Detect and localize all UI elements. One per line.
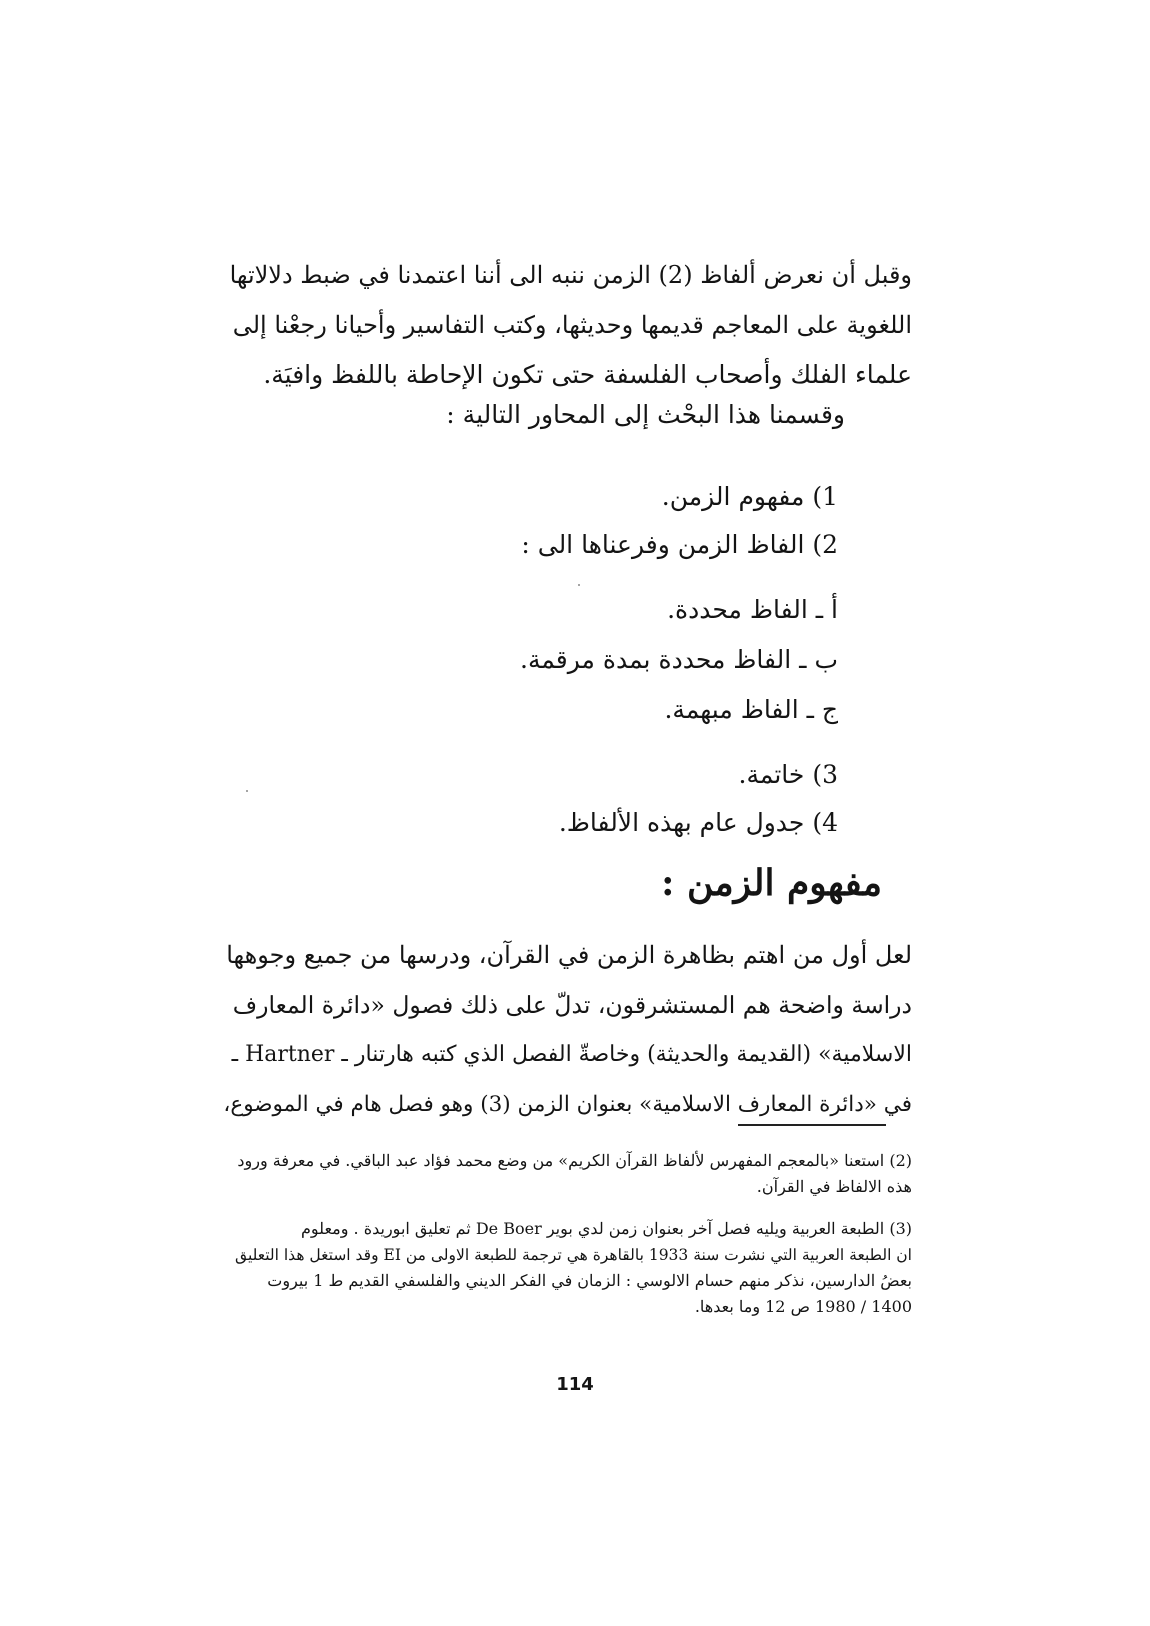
intro-line-2: اللغوية على المعاجم قديمها وحديثها، وكتب التفاسير وأحيانا رجعْنا إلى	[232, 311, 912, 339]
footnote-separator	[738, 1124, 886, 1126]
outline-item-4: 4) جدول عام بهذه الألفاظ.	[558, 808, 838, 837]
section-paragraph	[222, 930, 912, 1130]
outline-item-1: 1) مفهوم الزمن.	[661, 482, 838, 511]
footnote-3	[222, 1216, 912, 1320]
outline-subitem-c: ج ـ الفاظ مبهمة.	[664, 695, 838, 724]
scan-speck	[578, 584, 580, 586]
section-line-1: لعل أول من اهتم بظاهرة الزمن في القرآن، ودرسها من جميع وجوهها	[226, 941, 912, 969]
footnote-3-line-4: 1400 / 1980 ص 12 وما بعدها.	[694, 1297, 912, 1316]
outline-subitem-b: ب ـ الفاظ محددة بمدة مرقمة.	[520, 645, 838, 674]
footnote-3-line-3: بعضُ الدارسين، نذكر منهم حسام الالوسي : الزمان في الفكر الديني والفلسفي القديم ط 1 بيروت	[267, 1271, 912, 1290]
intro-line-3: علماء الفلك وأصحاب الفلسفة حتى تكون الإحاطة باللفظ وافيَة.	[263, 360, 912, 389]
footnote-2	[222, 1148, 912, 1200]
section-line-4: في «دائرة المعارف الاسلامية» بعنوان الزمن (3) وهو فصل هام في الموضوع،	[223, 1092, 912, 1117]
outline-item-3: 3) خاتمة.	[738, 760, 838, 789]
footnote-3-line-1: (3) الطبعة العربية ويليه فصل آخر بعنوان زمن لدي بوير De Boer ثم تعليق ابوريدة . ومعلوم	[300, 1219, 912, 1238]
intro-line-1: وقبل أن نعرض ألفاظ (2) الزمن ننبه الى أننا اعتمدنا في ضبط دلالاتها	[229, 261, 912, 289]
section-line-3: الاسلامية» (القديمة والحديثة) وخاصةّ الفصل الذي كتبه هارتنار ـ Hartner ـ	[231, 1042, 912, 1067]
footnote-2-line-1: (2) استعنا «بالمعجم المفهرس لألفاظ القرآن الكريم» من وضع محمد فؤاد عبد الباقي. في معرفة ورود	[237, 1151, 912, 1170]
outline-intro: وقسمنا هذا البحْث إلى المحاور التالية :	[446, 400, 845, 429]
outline-item-2: 2) الفاظ الزمن وفرعناها الى :	[521, 530, 838, 559]
section-heading: مفهوم الزمن :	[661, 862, 882, 904]
outline-subitem-a: أ ـ الفاظ محددة.	[667, 595, 838, 624]
scan-speck	[246, 790, 248, 792]
footnote-3-line-2: ان الطبعة العربية التي نشرت سنة 1933 بالقاهرة هي ترجمة للطبعة الاولى من EI وقد استغل هذا التعليق	[235, 1246, 912, 1264]
section-line-2: دراسة واضحة هم المستشرقون، تدلّ على ذلك فصول «دائرة المعارف	[232, 991, 912, 1019]
footnote-2-line-2: هذه الالفاظ في القرآن.	[756, 1177, 912, 1196]
intro-paragraph	[222, 250, 912, 400]
page-number: 114	[556, 1374, 594, 1395]
